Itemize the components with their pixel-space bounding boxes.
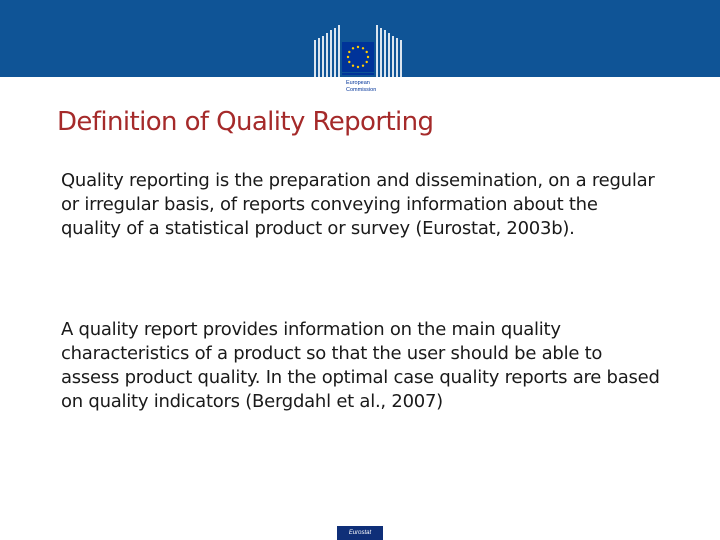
slide-title: Definition of Quality Reporting (57, 107, 434, 137)
paragraph-quality-report-description: A quality report provides information on the main quality characteristics of a product so that the user should be able to assess product quality. In the optimal case quality reports are based on quality indicators (Bergdahl et al., 2007) (61, 319, 660, 412)
logo-line-2: Commission (346, 87, 377, 93)
paragraph-quality-reporting-definition: Quality reporting is the preparation and dissemination, on a regular or irregular basis, of reports conveying information about the quality of a statistical product or survey (Eurostat, 2003b). (61, 170, 655, 239)
commission-building-icon (310, 18, 410, 80)
european-commission-logo (310, 18, 410, 100)
eurostat-badge: Eurostat (337, 526, 383, 540)
logo-wordmark (346, 80, 376, 94)
logo-line-1: European (346, 80, 370, 86)
